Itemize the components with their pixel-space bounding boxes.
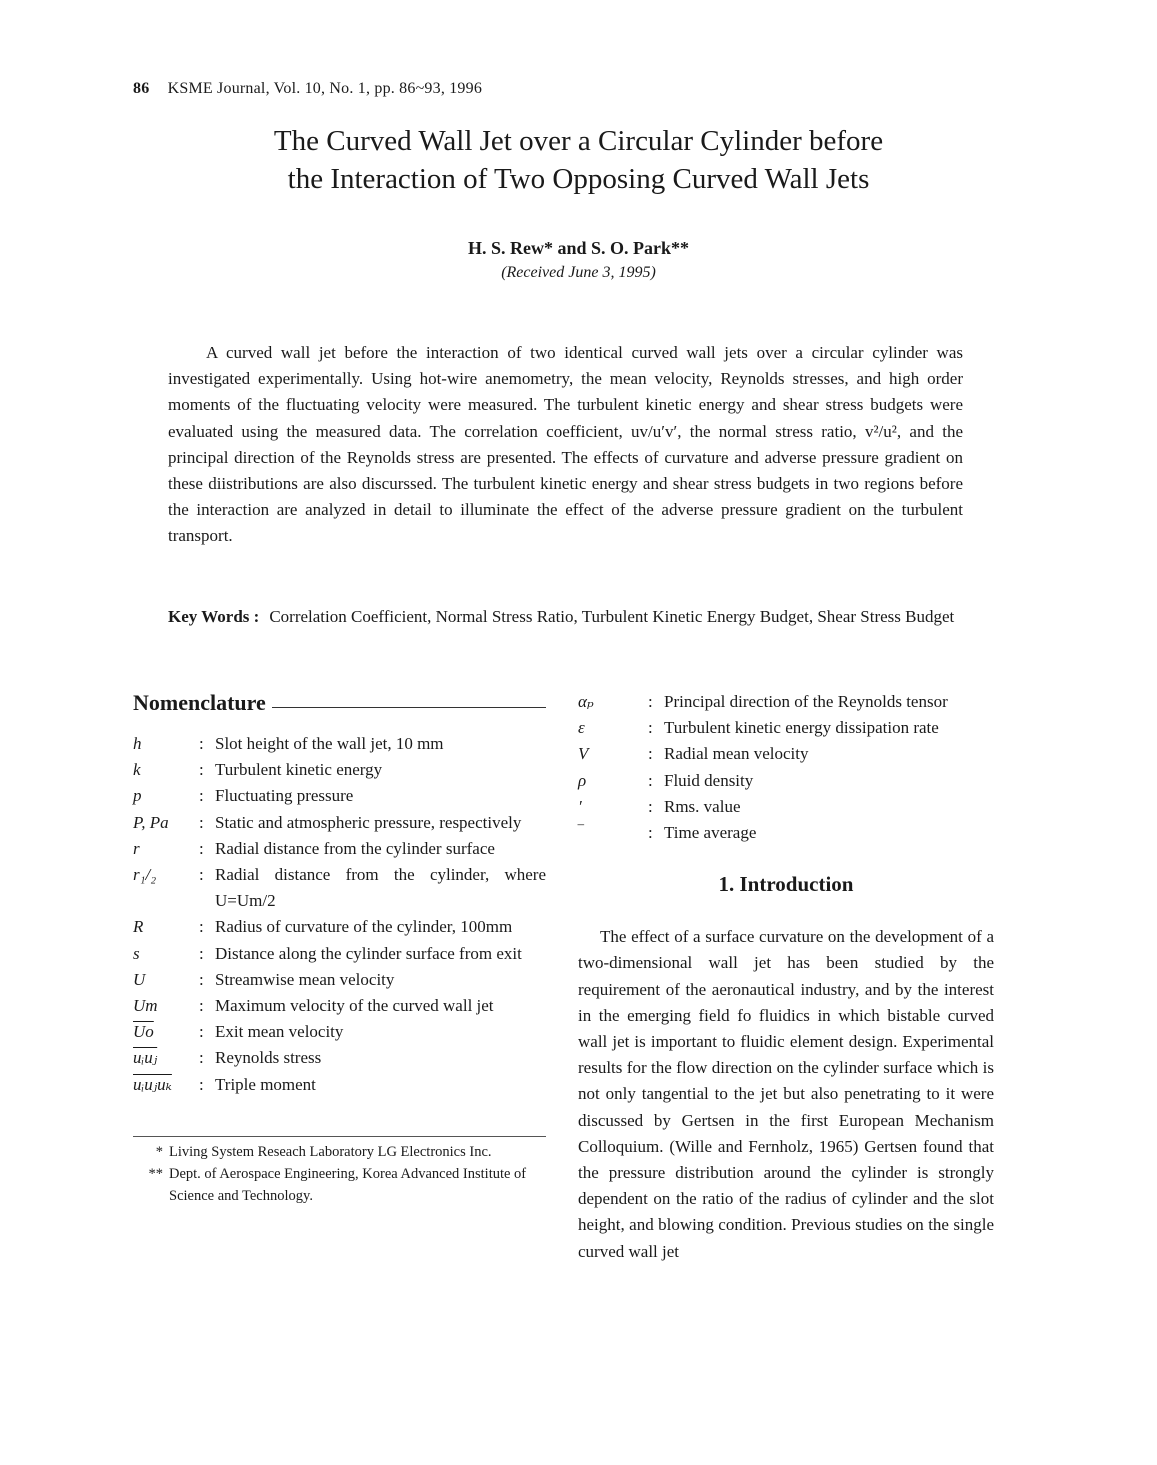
footnote — [133, 1163, 546, 1207]
nomenclature-definition: Radial distance from the cylinder, where U=Um/2 — [215, 865, 546, 911]
nomenclature-entry: P, Pa : Static and atmospheric pressure, respectively — [133, 810, 546, 836]
nomenclature-entry: r₁/₂ : Radial distance from the cylinder, where U=Um/2 — [133, 862, 546, 914]
left-column — [133, 686, 546, 1207]
footnote — [133, 1141, 546, 1163]
received-date: (Received June 3, 1995) — [501, 264, 656, 281]
nomenclature-entry: s : Distance along the cylinder surface from exit — [133, 941, 546, 967]
nomenclature-symbol: αₚ — [578, 692, 594, 711]
nomenclature-title: Nomenclature — [133, 690, 266, 715]
nomenclature-entry: ‾ : Time average — [578, 820, 994, 846]
nomenclature-definition: Slot height of the wall jet, 10 mm — [215, 734, 444, 753]
nomenclature-symbol: uᵢuⱼ — [133, 1048, 158, 1068]
nomenclature-symbol: U — [133, 969, 146, 989]
nomenclature-entry: ′ : Rms. value — [578, 794, 994, 820]
page-number: 86 — [133, 80, 150, 97]
title-line-2: the Interaction of Two Opposing Curved Wall Jets — [287, 163, 870, 195]
nomenclature-definition: Triple moment — [215, 1074, 316, 1094]
nomenclature-symbol: p — [133, 786, 142, 806]
nomenclature-symbol: P, Pa — [133, 812, 169, 832]
title-line-1: The Curved Wall Jet over a Circular Cylinder before — [273, 125, 884, 157]
nomenclature-definition: Static and atmospheric pressure, respectively — [215, 812, 522, 832]
running-header — [133, 80, 482, 98]
nomenclature-symbol: ε — [578, 718, 585, 738]
nomenclature-definition: Exit mean velocity — [215, 1022, 344, 1042]
nomenclature-symbol: uᵢuⱼuₖ — [133, 1074, 172, 1094]
nomenclature-entry: uᵢuⱼ : Reynolds stress — [133, 1045, 546, 1071]
authors: H. S. Rew* and S. O. Park** — [467, 238, 690, 258]
nomenclature-definition: Maximum velocity of the curved wall jet — [215, 996, 494, 1016]
nomenclature-entry: h : Slot height of the wall jet, 10 mm — [133, 731, 546, 757]
nomenclature-symbol: ‾ — [578, 823, 584, 843]
footnote-mark: * — [155, 1143, 163, 1160]
nomenclature-symbol: $\overline{Uo}$ — [133, 1022, 154, 1042]
nomenclature-definition: Reynolds stress — [215, 1048, 322, 1068]
introduction-heading: 1. Introduction — [718, 872, 854, 897]
nomenclature-entry: $\overline{Uo}$ : Exit mean velocity — [133, 1019, 546, 1045]
nomenclature-entry: V : Radial mean velocity — [578, 741, 994, 767]
nomenclature-entry: k : Turbulent kinetic energy — [133, 757, 546, 783]
nomenclature-symbol: s — [133, 943, 140, 963]
nomenclature-entry: U : Streamwise mean velocity — [133, 967, 546, 993]
nomenclature-list-right — [578, 689, 994, 846]
nomenclature-definition: Fluid density — [664, 770, 754, 790]
nomenclature-heading — [133, 686, 546, 720]
nomenclature-symbol: r — [133, 838, 140, 858]
nomenclature-entry: ρ : Fluid density — [578, 768, 994, 794]
nomenclature-symbol: ′ — [578, 796, 582, 816]
right-column — [578, 678, 994, 1265]
keywords — [168, 604, 968, 630]
nomenclature-entry: uᵢuⱼuₖ : Triple moment — [133, 1072, 546, 1098]
nomenclature-definition: Distance along the cylinder surface from exit — [215, 943, 522, 963]
footnote-rule — [133, 1136, 546, 1137]
heading-rule — [272, 707, 546, 708]
nomenclature-definition: Fluctuating pressure — [215, 786, 354, 806]
abstract: A curved wall jet before the interaction of two identical curved wall jets over a circular cylinder was investigated experimentally. Using hot-wire anemometry, the mean velocity, Reynolds stresses, and high order moments of the fluctuating velocity were measured. The turbulent kinetic energy and shear stress budgets were evaluated using the measured data. The correlation coefficient, uv/u′v′, the normal stress ratio, v²/u², and the principal direction of the Reynolds stress are presented. The effects of curvature and adverse pressure gradient on these diistributions are also discurssed. The turbulent kinetic energy and shear stress budgets in two regions before the interaction are analyzed in detail to illuminate the effect of the adverse pressure gradient on the turbulent transport. — [168, 343, 963, 546]
nomenclature-symbol: ρ — [578, 770, 587, 790]
introduction-text: The effect of a surface curvature on the development of a two-dimensional wall jet has been studied by the requirement of the aeronautical industry, and by the interest in the emerging field fo fluidics in which bistable curved wall jet is important to fluidic element design. Experimental results for the flow direction on the cylinder surface which is not only tangential to the jet but also penetrating to it were discussed by Gertsen in the first European Mechanism Colloquium. (Wille and Fernholz, 1965) Gertsen found that the pressure distribution around the cylinder is strongly dependent on the ratio of the radius of cylinder and the slot height, and blowing condition. Previous studies on the single curved wall jet — [578, 927, 994, 1261]
nomenclature-definition: Turbulent kinetic energy dissipation rate — [664, 718, 939, 738]
footnote-text: Living System Reseach Laboratory LG Electronics Inc. — [169, 1143, 492, 1160]
nomenclature-symbol: k — [133, 760, 141, 780]
nomenclature-definition: Radius of curvature of the cylinder, 100mm — [215, 917, 513, 937]
nomenclature-symbol: R — [133, 917, 144, 937]
nomenclature-definition: Turbulent kinetic energy — [215, 760, 383, 780]
nomenclature-entry: p : Fluctuating pressure — [133, 783, 546, 809]
nomenclature-definition: Radial distance from the cylinder surface — [215, 838, 495, 858]
nomenclature-entry: r : Radial distance from the cylinder surface — [133, 836, 546, 862]
footnotes — [133, 1141, 546, 1207]
nomenclature-entry: ε : Turbulent kinetic energy dissipation rate — [578, 715, 994, 741]
nomenclature-entry: Um : Maximum velocity of the curved wall jet — [133, 993, 546, 1019]
nomenclature-symbol: r₁/₂ — [133, 865, 157, 885]
keywords-label: Key Words : — [168, 607, 260, 626]
nomenclature-definition: Principal direction of the Reynolds tensor — [664, 692, 948, 711]
nomenclature-list-left — [133, 731, 546, 1098]
footnote-text: Dept. of Aerospace Engineering, Korea Advanced Institute of Science and Technology. — [169, 1165, 527, 1204]
nomenclature-symbol: h — [133, 734, 142, 753]
nomenclature-definition: Time average — [664, 823, 757, 843]
nomenclature-entry: αₚ : Principal direction of the Reynolds tensor — [578, 689, 994, 715]
nomenclature-symbol: Um — [133, 996, 158, 1016]
nomenclature-symbol: V — [578, 744, 589, 764]
nomenclature-definition: Streamwise mean velocity — [215, 969, 395, 989]
nomenclature-entry: R : Radius of curvature of the cylinder, 100mm — [133, 914, 546, 940]
keywords-text: Correlation Coefficient, Normal Stress Ratio, Turbulent Kinetic Energy Budget, Shear Stress Budget — [269, 607, 955, 626]
nomenclature-definition: Radial mean velocity — [664, 744, 809, 764]
journal-citation: KSME Journal, Vol. 10, No. 1, pp. 86~93, 1996 — [167, 80, 483, 97]
nomenclature-definition: Rms. value — [664, 796, 741, 816]
footnote-mark: ** — [148, 1165, 163, 1182]
paper-title — [0, 122, 1157, 198]
